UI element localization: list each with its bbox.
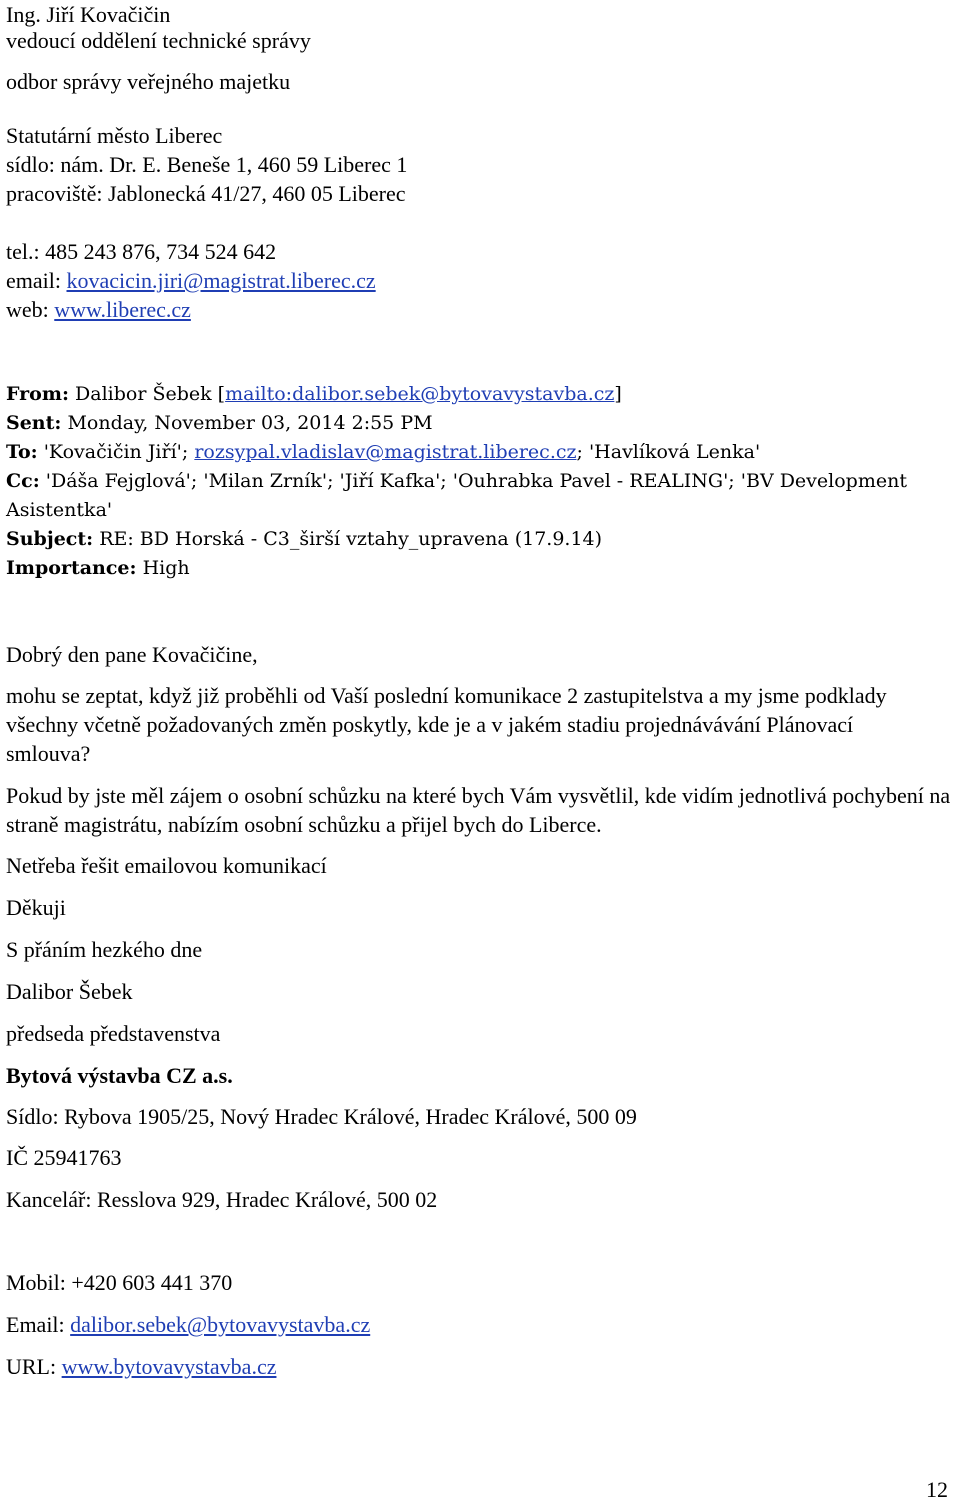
from-close: ] — [614, 383, 622, 405]
signature-email-row — [6, 266, 376, 295]
importance-row — [6, 554, 946, 583]
paragraph-2: Pokud by jste měl zájem o osobní schůzku na které bych Vám vysvětlil, kde vidím jednotlivá pochybení na straně magistrátu, nabízím osobní schůzku a přijel bych do Liberce. — [6, 783, 951, 837]
sender-title: předseda představenstva — [6, 1021, 221, 1046]
to-part1: 'Kovačičin Jiří'; — [37, 441, 195, 463]
cc-label: Cc: — [6, 470, 40, 492]
signature-department: odbor správy veřejného majetku — [6, 69, 291, 94]
paragraph-1: mohu se zeptat, když již proběhli od Vaší poslední komunikace 2 zastupitelstva a my jsme podklady všechny včetně požadovaných změn poskytly, kde je a v jakém stadiu projednávávání Plánovací smlouva? — [6, 683, 887, 766]
paragraph-3: Netřeba řešit emailovou komunikací — [6, 853, 327, 878]
sender-url-label: URL: — [6, 1354, 62, 1379]
sender-email-link[interactable]: dalibor.sebek@bytovavystavba.cz — [70, 1312, 371, 1337]
sent-label: Sent: — [6, 412, 62, 434]
company-seat: Sídlo: Rybova 1905/25, Nový Hradec Králové, Hradec Králové, 500 09 — [6, 1104, 637, 1129]
cc-value: 'Dáša Fejglová'; 'Milan Zrník'; 'Jiří Kafka'; 'Ouhrabka Pavel - REALING'; 'BV Development Asistentka' — [6, 470, 907, 521]
greeting: Dobrý den pane Kovačičine, — [6, 642, 258, 667]
signature-web-link[interactable]: www.liberec.cz — [54, 297, 191, 322]
to-label: To: — [6, 441, 38, 463]
from-row — [6, 380, 946, 409]
from-mailto-link[interactable]: mailto:dalibor.sebek@bytovavystavba.cz — [225, 383, 615, 405]
to-link[interactable]: rozsypal.vladislav@magistrat.liberec.cz — [194, 441, 577, 463]
sender-url-link[interactable]: www.bytovavystavba.cz — [61, 1354, 277, 1379]
company-office: Kancelář: Resslova 929, Hradec Králové, 500 02 — [6, 1187, 438, 1212]
signature-web-label: web: — [6, 297, 55, 322]
from-label: From: — [6, 383, 69, 405]
sender-url-row — [6, 1352, 276, 1381]
signature-position: vedoucí oddělení technické správy — [6, 28, 311, 53]
signature-web-row — [6, 295, 191, 324]
signature-email-label: email: — [6, 268, 67, 293]
sender-email-row — [6, 1310, 370, 1339]
email-header — [6, 380, 946, 583]
importance-value: High — [136, 557, 190, 579]
signature-tel: tel.: 485 243 876, 734 524 642 — [6, 239, 277, 264]
signature-name: Ing. Jiří Kovačičin — [6, 2, 171, 27]
subject-row — [6, 525, 946, 554]
sender-name: Dalibor Šebek — [6, 979, 133, 1004]
sender-email-label: Email: — [6, 1312, 71, 1337]
importance-label: Importance: — [6, 557, 137, 579]
from-name: Dalibor Šebek [ — [68, 383, 226, 405]
signature-email-link[interactable]: kovacicin.jiri@magistrat.liberec.cz — [66, 268, 376, 293]
page-number: 12 — [926, 1477, 948, 1502]
signature-organization: Statutární město Liberec — [6, 123, 223, 148]
to-part2: ; 'Havlíková Lenka' — [576, 441, 761, 463]
sent-row — [6, 409, 946, 438]
subject-label: Subject: — [6, 528, 94, 550]
sent-value: Monday, November 03, 2014 2:55 PM — [61, 412, 433, 434]
closing: S přáním hezkého dne — [6, 937, 203, 962]
company-ic: IČ 25941763 — [6, 1145, 122, 1170]
to-row — [6, 438, 946, 467]
company-name: Bytová výstavba CZ a.s. — [6, 1063, 233, 1088]
signature-seat: sídlo: nám. Dr. E. Beneše 1, 460 59 Liberec 1 — [6, 152, 408, 177]
sender-mobile: Mobil: +420 603 441 370 — [6, 1270, 233, 1295]
signature-workplace: pracoviště: Jablonecká 41/27, 460 05 Liberec — [6, 181, 406, 206]
cc-row — [6, 467, 946, 525]
thanks: Děkuji — [6, 895, 66, 920]
subject-value: RE: BD Horská - C3_širší vztahy_upravena (17.9.14) — [93, 528, 603, 550]
